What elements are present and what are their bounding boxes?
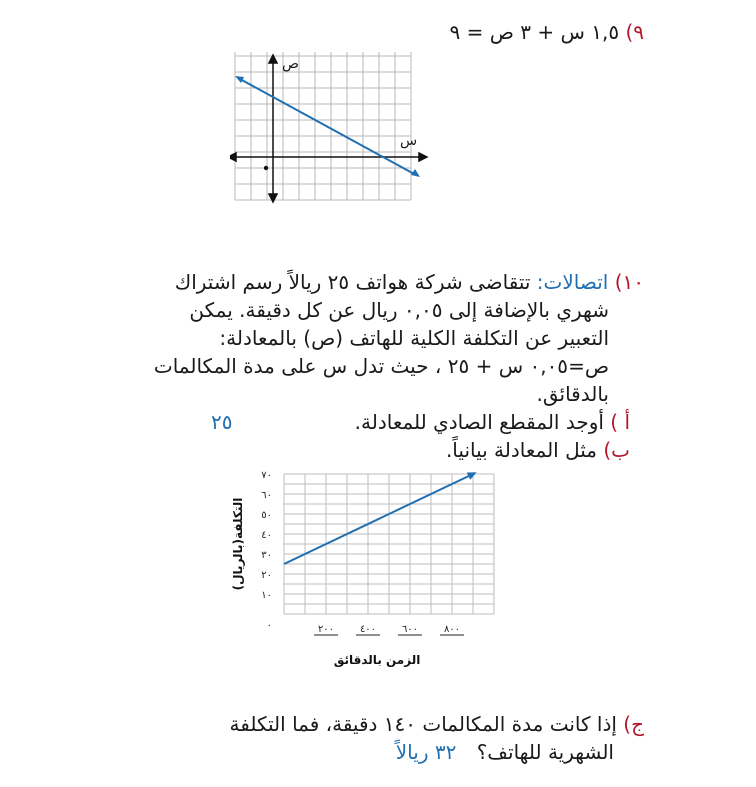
problem-10-intro: تتقاضى شركة هواتف ٢٥ ريالاً رسم اشتراك bbox=[174, 270, 531, 294]
cost-chart bbox=[222, 466, 512, 676]
problem-10-line-5: بالدقائق. bbox=[536, 382, 609, 406]
problem-9-equation: ١,٥ س + ٣ ص = ٩ bbox=[449, 20, 620, 44]
x-tick-label: ٢٠٠ bbox=[317, 624, 335, 635]
problem-10-line-3: التعبير عن التكلفة الكلية للهاتف (ص) بالمعادلة: bbox=[219, 326, 609, 350]
part-b bbox=[446, 436, 630, 464]
part-c-answer: ٣٢ ريالاً bbox=[395, 740, 457, 764]
problem-9-header bbox=[449, 18, 644, 46]
problem-9-y-label: ص bbox=[282, 56, 299, 72]
part-a bbox=[355, 408, 630, 436]
problem-9-graph bbox=[230, 52, 430, 204]
x-tick-label: ٤٠٠ bbox=[359, 624, 377, 635]
x-tick-label: ٨٠٠ bbox=[443, 624, 461, 635]
problem-10-line-1 bbox=[175, 268, 644, 296]
y-tick-label: ٤٠ bbox=[261, 530, 272, 541]
part-a-answer: ٢٥ bbox=[211, 410, 233, 434]
part-c-line-2 bbox=[396, 738, 614, 766]
problem-10-line-4: ص=٠,٠٥ س + ٢٥ ، حيث تدل س على مدة المكالمات bbox=[153, 354, 609, 378]
problem-9-number: ٩) bbox=[625, 20, 644, 44]
problem-10-line-2: شهري بالإضافة إلى ٠,٠٥ ريال عن كل دقيقة. يمكن bbox=[189, 298, 609, 322]
x-tick-label: ٦٠٠ bbox=[401, 624, 419, 635]
problem-10-topic: اتصالات: bbox=[536, 270, 609, 294]
part-c-question-end: الشهرية للهاتف؟ bbox=[476, 740, 614, 764]
part-b-label: ب) bbox=[603, 438, 630, 462]
origin-label: ٠ bbox=[266, 620, 272, 631]
part-a-text: أوجد المقطع الصادي للمعادلة. bbox=[354, 410, 604, 434]
y-tick-label: ٢٠ bbox=[261, 570, 272, 581]
part-c-question: إذا كانت مدة المكالمات ١٤٠ دقيقة، فما التكلفة bbox=[229, 712, 617, 736]
y-axis-title: التكلفة(بالريال) bbox=[231, 497, 245, 591]
y-tick-label: ١٠ bbox=[261, 590, 272, 601]
part-c-line-1 bbox=[230, 710, 644, 738]
y-tick-label: ٥٠ bbox=[261, 510, 272, 521]
y-tick-label: ٧٠ bbox=[261, 470, 272, 481]
part-b-text: مثل المعادلة بيانياً. bbox=[445, 438, 597, 462]
problem-10-number: ١٠) bbox=[614, 270, 644, 294]
part-a-label: أ ) bbox=[610, 410, 630, 434]
series-line bbox=[284, 474, 473, 564]
y-tick-label: ٦٠ bbox=[261, 490, 272, 501]
y-tick-label: ٣٠ bbox=[261, 550, 272, 561]
x-axis-title: الزمن بالدقائق bbox=[333, 653, 421, 667]
part-c-label: ج) bbox=[623, 712, 644, 736]
problem-9-x-label: س bbox=[400, 133, 418, 149]
